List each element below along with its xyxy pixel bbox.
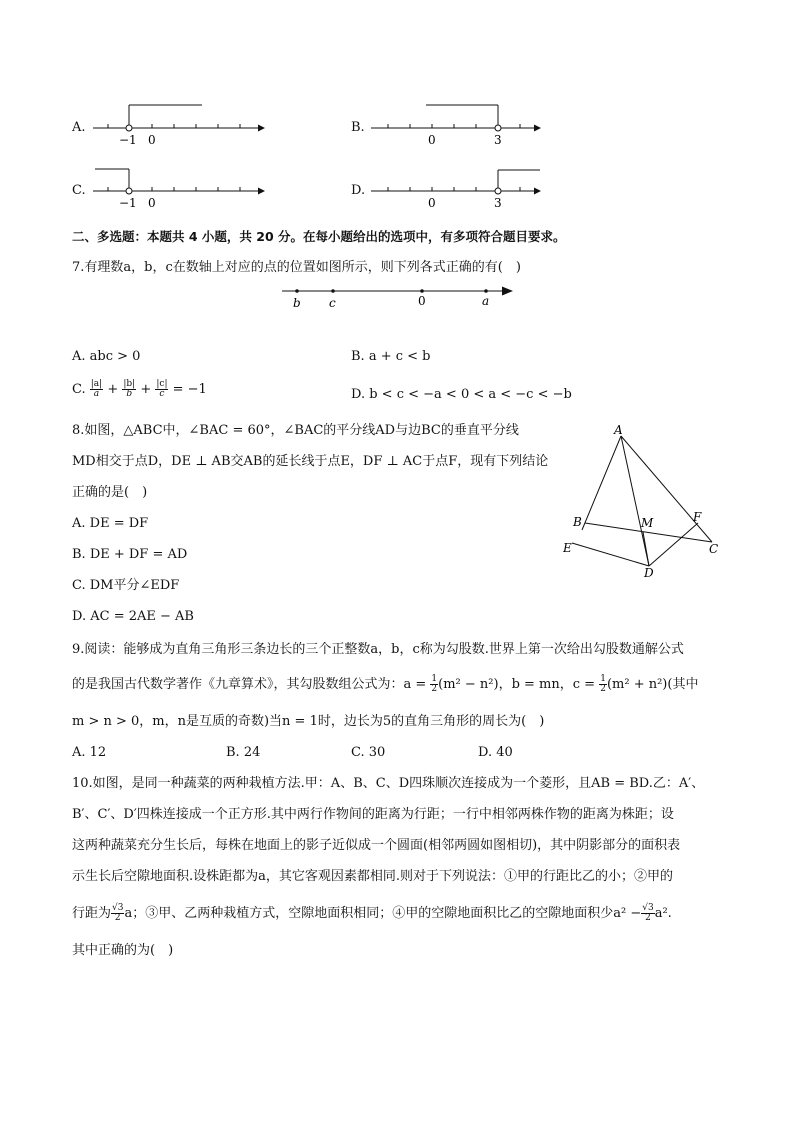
q9-option-d: D. 40 xyxy=(478,745,513,760)
number-line-d xyxy=(366,161,546,211)
q8-line: MD相交于点D，DE ⊥ AB交AB的延长线于点E，DF ⊥ AC于点F，现有下列结论 xyxy=(72,454,549,469)
q10-line: 其中正确的为( ) xyxy=(72,943,174,958)
option-letter: C. xyxy=(72,183,86,198)
q9-line: 9.阅读：能够成为直角三角形三条边长的三个正整数a，b，c称为勾股数.世界上第一次给出勾股数通解公式 xyxy=(72,642,684,657)
axis-label: a xyxy=(482,294,490,308)
axis-label: c xyxy=(329,296,336,310)
vertex-label: M xyxy=(641,516,654,530)
number-line-b xyxy=(366,98,546,148)
vertex-label: D xyxy=(644,566,654,580)
q9-line: m > n > 0，m，n是互质的奇数)当n = 1时，边长为5的直角三角形的周长为( ) xyxy=(72,714,545,729)
q8-line: 正确的是( ) xyxy=(72,485,148,500)
q10-line: B′、C′、D′四株连接成一个正方形.其中两行作物间的距离为行距；一行中相邻两株作物的距离为株距；设 xyxy=(72,807,674,822)
option-letter: D. xyxy=(351,183,366,198)
q10-line: 10.如图，是同一种蔬菜的两种栽植方法.甲：A、B、C、D四珠顺次连接成为一个菱形，且AB = BD.乙：A′、 xyxy=(72,776,705,791)
q9-option-c: C. 30 xyxy=(351,745,386,760)
axis-label: b xyxy=(293,296,301,310)
q10-line: 行距为 $\frac{√3}{2}$ a；③甲、乙两种栽植方式，空隙地面积相同；④甲的空隙地面积比乙的空隙地面积少a² − $\frac{√3}{2}$ a². xyxy=(72,903,672,923)
q7-option-b: B. a + c < b xyxy=(351,349,431,364)
q7-option-d: D. b < c < −a < 0 < a < −c < −b xyxy=(351,387,572,402)
q10-line: 示生长后空隙地面积.设株距都为a，其它客观因素都相同.则对于下列说法：①甲的行距比乙的小；②甲的 xyxy=(72,869,674,884)
tick-label: 0 xyxy=(428,196,436,210)
q8-option-c: C. DM平分∠EDF xyxy=(72,578,180,593)
q8-triangle-figure xyxy=(555,420,735,585)
q9-option-a: A. 12 xyxy=(72,745,107,760)
section-heading: 二、多选题：本题共 4 小题，共 20 分。在每小题给出的选项中，有多项符合题目要求。 xyxy=(72,229,566,244)
q8-line: 8.如图，△ABC中，∠BAC = 60°，∠BAC的平分线AD与边BC的垂直平分线 xyxy=(72,423,519,438)
tick-label: −1 xyxy=(119,133,137,147)
q9-option-b: B. 24 xyxy=(226,745,261,760)
q8-option-b: B. DE + DF = AD xyxy=(72,547,188,562)
vertex-label: F xyxy=(693,510,702,524)
tick-label: −1 xyxy=(119,196,137,210)
number-line-a xyxy=(88,98,268,148)
tick-label: 0 xyxy=(148,196,156,210)
q7-number-line xyxy=(280,283,520,313)
tick-label: 0 xyxy=(428,133,436,147)
q7-option-c: C. $\frac{|a|}{a}$ + $\frac{|b|}{b}$ + $\frac{|c|}{c}$ = −1 xyxy=(72,379,207,399)
number-line-c xyxy=(88,161,268,211)
q8-option-a: A. DE = DF xyxy=(72,516,149,531)
tick-label: 0 xyxy=(148,133,156,147)
q7-stem: 7.有理数a，b，c在数轴上对应的点的位置如图所示，则下列各式正确的有( ) xyxy=(72,260,521,275)
vertex-label: C xyxy=(709,542,719,556)
vertex-label: E xyxy=(563,541,572,555)
tick-label: 3 xyxy=(494,196,502,210)
q9-line: 的是我国古代数学著作《九章算术》，其勾股数组公式为：a = $\frac{1}{2}$ (m² − n²)，b = mn，c = $\frac{1}{2}$ (m² + n²)(其中 xyxy=(72,674,699,694)
vertex-label: A xyxy=(614,423,623,437)
q7-option-a: A. abc > 0 xyxy=(72,349,141,364)
q8-option-d: D. AC = 2AE − AB xyxy=(72,609,194,624)
vertex-label: B xyxy=(573,515,582,529)
q10-line: 这两种蔬菜充分生长后，每株在地面上的影子近似成一个圆面(相邻两圆如图相切)，其中阴影部分的面积表 xyxy=(72,838,681,853)
option-letter: B. xyxy=(351,120,365,135)
axis-label: 0 xyxy=(418,294,426,308)
tick-label: 3 xyxy=(494,133,502,147)
option-letter: A. xyxy=(72,120,86,135)
